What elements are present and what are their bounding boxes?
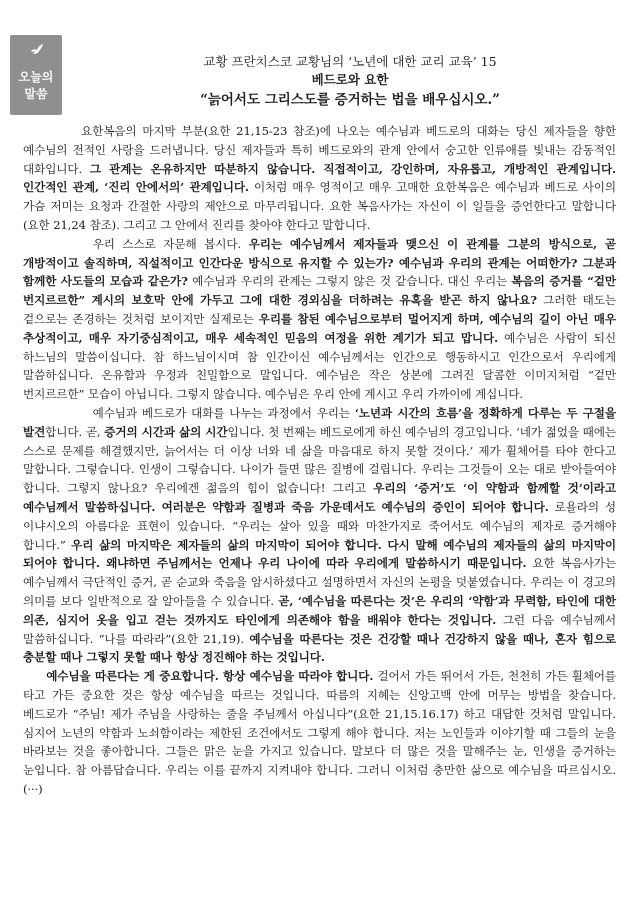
body-text: 예수님과 우리의 관계는 그렇지 않은 것 같습니다. 대신 우리는	[187, 274, 512, 289]
emphasis-text: 우리 삶의 마지막은 제자들의 삶의 마지막이 되어야 합니다. 다시 말해 예수님의 제자들의 삶의 마지막이 되어야 합니다. 왜냐하면 주님께서는 언제나 우리 나이에 따라 우리에게 말씀하시기 때문입니다.	[23, 537, 617, 571]
document-body	[23, 122, 616, 799]
body-text: 이처럼 매우 영적이고 매우 고매한 요한복음은 예수님과 베드로 사이의 가슴 저미는 요청과 간절한 사랑의 제안으로 마무리됩니다. 요한 복음사가는 자신이 이 일들을 증언한다고 말합니다(요한 21,24 참조). 그리고 그 안에서 진리를 찾아야 한다고 말합니다.	[23, 180, 616, 232]
todays-word-badge	[10, 35, 62, 115]
body-text: 요한 복음사가는 예수님께서 극단적인 증거, 곧 순교와 죽음을 암시하셨다고 설명하면서 자신의 논평을 덧붙였습니다. 우리는 이 경고의 의미를 보다 일반적으로 잘 알아들을 수 있습니다.	[23, 556, 617, 608]
emphasis-text: 그 관계는 온유하지만 따분하지 않습니다. 직접적이고, 강인하며, 자유롭고, 개방적인 관계입니다. 인간적인 관계, ‘진리 안에서의’ 관계입니다.	[23, 161, 616, 195]
body-text: 로욜라의 성 이냐시오의 아름다운 표현이 있습니다. “우리는 살아 있을 때와 마찬가지로 죽어서도 예수님의 제자로 증거해야 합니다.”	[23, 499, 616, 552]
dove-icon	[30, 43, 44, 57]
emphasis-text: 증거의 시간과 삶의 시간	[104, 424, 228, 439]
body-text: 그러한 태도는 겉으로는 존경하는 것처럼 보이지만 실제로는	[23, 293, 616, 326]
emphasis-text: 우리를 참된 예수님으로부터 멀어지게 하며, 예수님의 길이 아닌 매우 추상적이고, 매우 자기중심적이고, 매우 세속적인 믿음의 여정을 위한 계기가 되고 맙니다.	[23, 311, 616, 345]
emphasis-text: 곧, ‘예수님을 따른다는 것’은 우리의 ‘약함’과 무력함, 타인에 대한 의존, 심지어 옷을 입고 걷는 것까지도 타인에게 의존해야 함을 배워야 한다는 것입니다.	[23, 593, 616, 627]
subtitle: 베드로와 요한	[311, 72, 389, 87]
badge-text	[10, 69, 62, 103]
paragraph-4	[23, 667, 616, 799]
emphasis-text: 예수님을 따른다는 것은 건강할 때나 건강하지 않을 때나, 혼자 힘으로 충분할 때나 그렇지 못할 때나 항상 정진해야 하는 것입니다.	[23, 631, 617, 665]
emphasis-text: 복음의 증거를 “겉만 번지르르한” 계시의 보호막 안에 가두고 그에 대한 경외심을 더하려는 유혹을 받곤 하지 않나요?	[23, 274, 616, 308]
body-text: 요한복음의 마지막 부분(요한 21,15-23 참조)에 나오는 예수님과 베드로의 대화는 당신 제자들을 향한 예수님의 전적인 사랑을 드러냅니다. 당신 제자들과 특히 베드로와의 관계 안에서 숭고한 인류애를 빛내는 감동적인 대화입니다.	[23, 124, 616, 176]
body-text: 입니다. 첫 번째는 베드로에게 하신 예수님의 경고입니다. ‘네가 젊었을 때에는 스스로 문제를 해결했지만, 늙어서는 더 이상 너와 네 삶을 마음대로 하지 못할 것이다.’ 제가 휠체어를 타야 한다고 말합니다. 그렇습니다. 인생이 그렇습니다. 나이가 들면 많은 질병에 걸립니다. 우리는 그것들이 오는 대로 받아들여야 합니다. 그렇지 않나요? 우리에겐 젊음의 힘이 없습니다! 그리고	[23, 424, 616, 496]
paragraph-2	[23, 235, 616, 404]
badge-line-1: 오늘의	[18, 70, 54, 84]
paragraph-1	[23, 122, 616, 235]
body-text: 예수님과 베드로가 대화를 나누는 과정에서 우리는	[92, 405, 355, 420]
body-text: 우리 스스로 자문해 봅시다.	[92, 236, 249, 251]
emphasis-text: 우리의 ‘증거’도 ‘이 약함과 함께할 것’이라고 예수님께서 말씀하십니다. 여러분은 약함과 질병과 죽음 가운데서도 예수님의 증인이 되어야 합니다.	[23, 481, 617, 514]
body-text: 그런 다음 예수님께서 말씀하십니다. “나를 따라라”(요한 21,19).	[23, 612, 616, 646]
badge-line-2: 말씀	[24, 87, 48, 101]
headline: “늙어서도 그리스도를 증거하는 법을 배우십시오.”	[200, 92, 500, 108]
body-text: 예수님은 사람이 되신 하느님의 말씀이십니다. 참 하느님이시며 참 인간이신 예수님께서는 인간으로 행동하시고 인간으로서 우리에게 말씀하십니다. 온유함과 우정과 친밀함으로 말입니다. 예수님은 작은 상본에 그려진 달콤한 이미지처럼 “겉만 번지르르한” 모습이 아닙니다. 그렇지 않습니다. 예수님은 우리 안에 계시고 우리 가까이에 계십니다.	[23, 330, 617, 402]
emphasis-text: 예수님을 따른다는 게 중요합니다. 항상 예수님을 따라야 합니다.	[46, 669, 374, 684]
document-header	[80, 53, 620, 111]
body-text: 걸어서 가든 뛰어서 가든, 천천히 가든 휠체어를 타고 가든 중요한 것은 항상 예수님을 따르는 것입니다. 따름의 지혜는 신앙고백 안에 머무는 방법을 찾습니다. 베드로가 “주님! 제가 주님을 사랑하는 줄을 주님께서 아십니다”(요한 21,15.16.17) 하고 대답한 것처럼 말입니다. 심지어 노년의 약함과 노쇠함이라는 제한된 조건에서도 그렇게 해야 합니다. 저는 노인들과 이야기할 때 그들의 눈을 바라보는 것을 좋아합니다. 그들은 맑은 눈을 가지고 있습니다. 말보다 더 많은 것을 말해주는 눈, 인생을 증거하는 눈입니다. 참 아름답습니다. 우리는 이를 끝까지 지켜내야 합니다. 그러니 이처럼 충만한 삶으로 예수님을 따르십시오. (···)	[23, 669, 616, 796]
body-text: 합니다. 곧,	[45, 424, 105, 439]
series-title: 교황 프란치스코 교황님의 ‘노년에 대한 교리 교육’ 15	[203, 54, 497, 69]
emphasis-text: 우리는 예수님께서 제자들과 맺으신 이 관계를 그분의 방식으로, 곧 개방적이고 솔직하며, 직설적이고 인간다운 방식으로 유지할 수 있는가? 예수님과 우리의 관계는 어떠한가? 그분과 함께한 사도들의 모습과 같은가?	[23, 236, 616, 289]
emphasis-text: ‘노년과 시간의 흐름’을 정확하게 다루는 두 구절을 발견	[23, 405, 616, 439]
paragraph-3	[23, 404, 616, 667]
